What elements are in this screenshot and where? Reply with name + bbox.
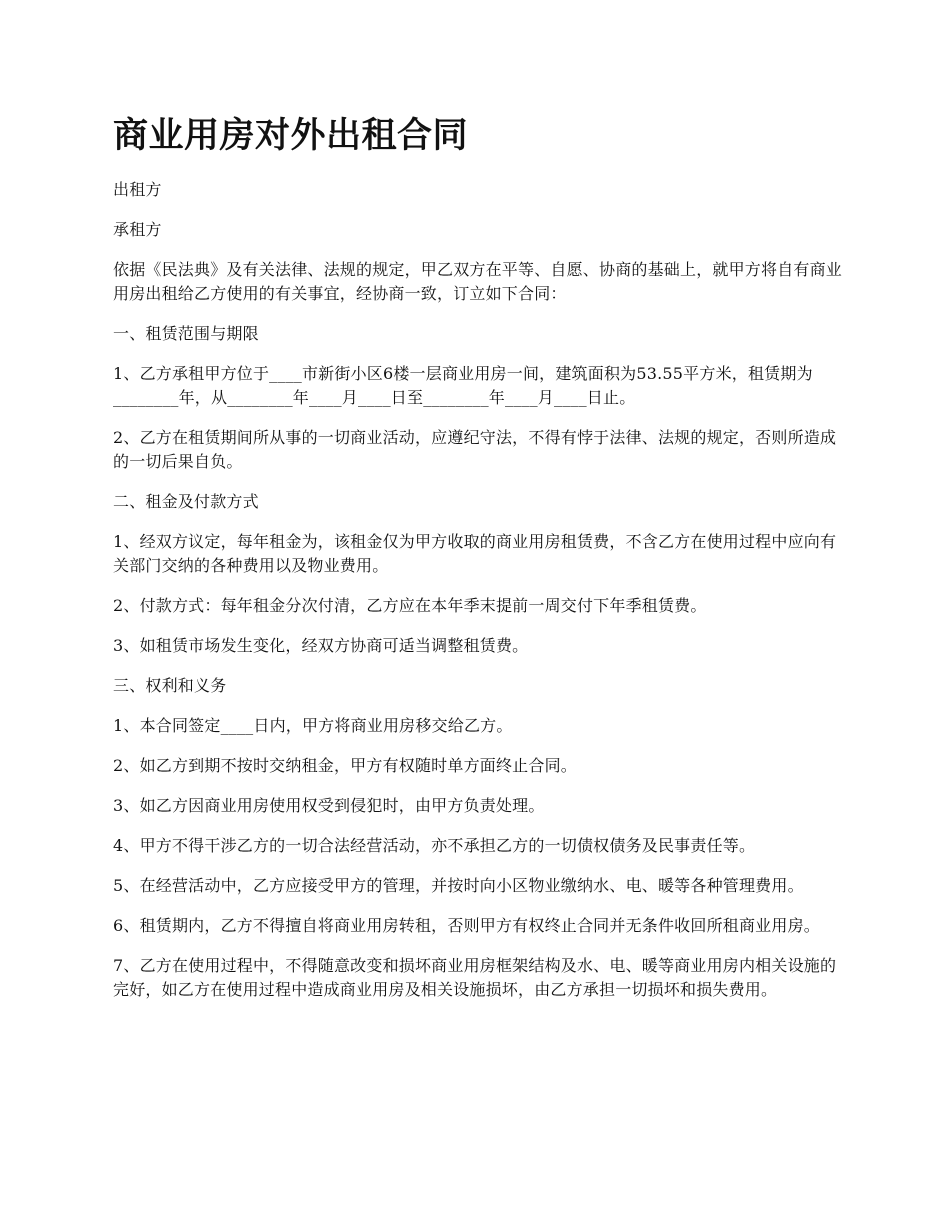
section-heading-3: 三、权利和义务 xyxy=(113,676,227,695)
party-lessee: 承租方 xyxy=(113,220,162,239)
section-heading-1: 一、租赁范围与期限 xyxy=(113,324,259,343)
section-heading-2: 二、租金及付款方式 xyxy=(113,492,259,511)
clause-2-2: 2、付款方式：每年租金分次付清，乙方应在本年季末提前一周交付下年季租赁费。 xyxy=(113,596,707,615)
clause-3-5: 5、在经营活动中，乙方应接受甲方的管理，并按时向小区物业缴纳水、电、暖等各种管理费用。 xyxy=(113,876,804,895)
clause-1-2: 2、乙方在租赁期间所从事的一切商业活动，应遵纪守法，不得有悖于法律、法规的规定，否则所造成的一切后果自负。 xyxy=(113,428,837,471)
clause-3-1: 1、本合同签定____日内，甲方将商业用房移交给乙方。 xyxy=(113,716,513,735)
clause-3-3: 3、如乙方因商业用房使用权受到侵犯时，由甲方负责处理。 xyxy=(113,796,545,815)
clause-2-1: 1、经双方议定，每年租金为，该租金仅为甲方收取的商业用房租赁费，不含乙方在使用过程中应向有关部门交纳的各种费用以及物业费用。 xyxy=(113,532,837,575)
clause-3-4: 4、甲方不得干涉乙方的一切合法经营活动，亦不承担乙方的一切债权债务及民事责任等。 xyxy=(113,836,756,855)
preamble: 依据《民法典》及有关法律、法规的规定，甲乙双方在平等、自愿、协商的基础上，就甲方将自有商业用房出租给乙方使用的有关事宜，经协商一致，订立如下合同： xyxy=(113,260,843,303)
clause-3-6: 6、租赁期内，乙方不得擅自将商业用房转租，否则甲方有权终止合同并无条件收回所租商业用房。 xyxy=(113,916,820,935)
clause-3-2: 2、如乙方到期不按时交纳租金，甲方有权随时单方面终止合同。 xyxy=(113,756,577,775)
party-lessor: 出租方 xyxy=(113,180,162,199)
document-title: 商业用房对外出租合同 xyxy=(113,115,469,156)
clause-3-7: 7、乙方在使用过程中，不得随意改变和损坏商业用房框架结构及水、电、暖等商业用房内相关设施的完好，如乙方在使用过程中造成商业用房及相关设施损坏，由乙方承担一切损坏和损失费用。 xyxy=(113,956,837,999)
clause-1-1: 1、乙方承租甲方位于____市新街小区6楼一层商业用房一间，建筑面积为53.55平方米，租赁期为________年，从________年____月____日至________年____月____日止。 xyxy=(113,364,813,407)
document-body xyxy=(113,178,843,1018)
clause-2-3: 3、如租赁市场发生变化，经双方协商可适当调整租赁费。 xyxy=(113,636,529,655)
